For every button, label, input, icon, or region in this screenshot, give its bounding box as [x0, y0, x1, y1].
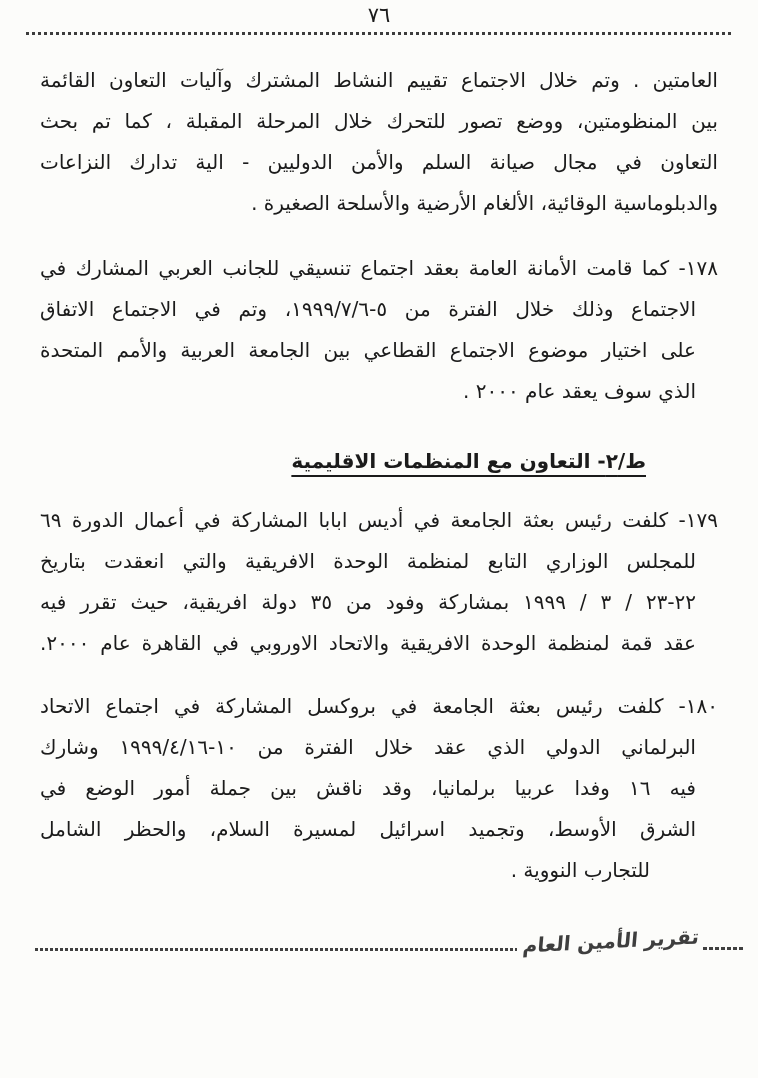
- text-line: الشرق الأوسط، وتجميد اسرائيل لمسيرة السلام، والحظر الشامل: [40, 817, 696, 841]
- text-line: ١٧٩- كلفت رئيس بعثة الجامعة في أديس ابابا المشاركة في أعمال الدورة ٦٩: [40, 508, 718, 532]
- text-line: التعاون في مجال صيانة السلم والأمن الدوليين - الية تدارك النزاعات: [40, 150, 718, 174]
- text-line: والدبلوماسية الوقائية، الألغام الأرضية والأسلحة الصغيرة .: [251, 191, 718, 215]
- paragraph-intro: [40, 60, 718, 224]
- text-line: الذي سوف يعقد عام ٢٠٠٠ .: [463, 379, 696, 403]
- text-line: ١٨٠- كلفت رئيس بعثة الجامعة في بروكسل المشاركة في اجتماع الاتحاد: [40, 694, 718, 718]
- text-line: ٢٢-٢٣ / ٣ / ١٩٩٩ بمشاركة وفود من ٣٥ دولة افريقية، حيث تقرر فيه: [40, 590, 697, 614]
- paragraph-178: [40, 248, 718, 412]
- text-line: للتجارب النووية .: [510, 858, 650, 882]
- paragraph-179: [40, 500, 718, 664]
- text-line: بين المنظومتين، ووضع تصور للتحرك خلال المرحلة المقبلة ، كما تم بحث: [40, 109, 718, 133]
- header-dotted-rule: [26, 32, 734, 35]
- text-line: عقد قمة لمنظمة الوحدة الافريقية والاتحاد الاوروبي في القاهرة عام ٢٠٠٠.: [40, 631, 696, 655]
- footer-signature: تقرير الأمين العام: [521, 924, 701, 958]
- section-heading: ط/٢- التعاون مع المنظمات الاقليمية: [291, 449, 646, 473]
- text-line: فيه ١٦ وفدا عربيا برلمانيا، وقد ناقش بين جملة أمور الوضع في: [40, 776, 696, 800]
- paragraph-180: [40, 686, 718, 891]
- text-line: للمجلس الوزاري التابع لمنظمة الوحدة الافريقية والتي انعقدت بتاريخ: [40, 549, 696, 573]
- text-line: البرلماني الدولي الذي عقد خلال الفترة من ١٠-١٩٩٩/٤/١٦ وشارك: [40, 735, 696, 759]
- footer-dash: [703, 947, 743, 950]
- text-line: العامتين . وتم خلال الاجتماع تقييم النشاط المشترك وآليات التعاون القائمة: [40, 68, 718, 92]
- page-number: ٧٦: [367, 3, 391, 27]
- text-line: الاجتماع وذلك خلال الفترة من ٥-١٩٩٩/٧/٦، وتم في الاجتماع الاتفاق: [40, 297, 697, 321]
- footer-dotted-rule: [35, 948, 517, 951]
- text-line: على اختيار موضوع الاجتماع القطاعي بين الجامعة العربية والأمم المتحدة: [40, 338, 696, 362]
- text-line: ١٧٨- كما قامت الأمانة العامة بعقد اجتماع تنسيقي للجانب العربي المشارك في: [40, 256, 718, 280]
